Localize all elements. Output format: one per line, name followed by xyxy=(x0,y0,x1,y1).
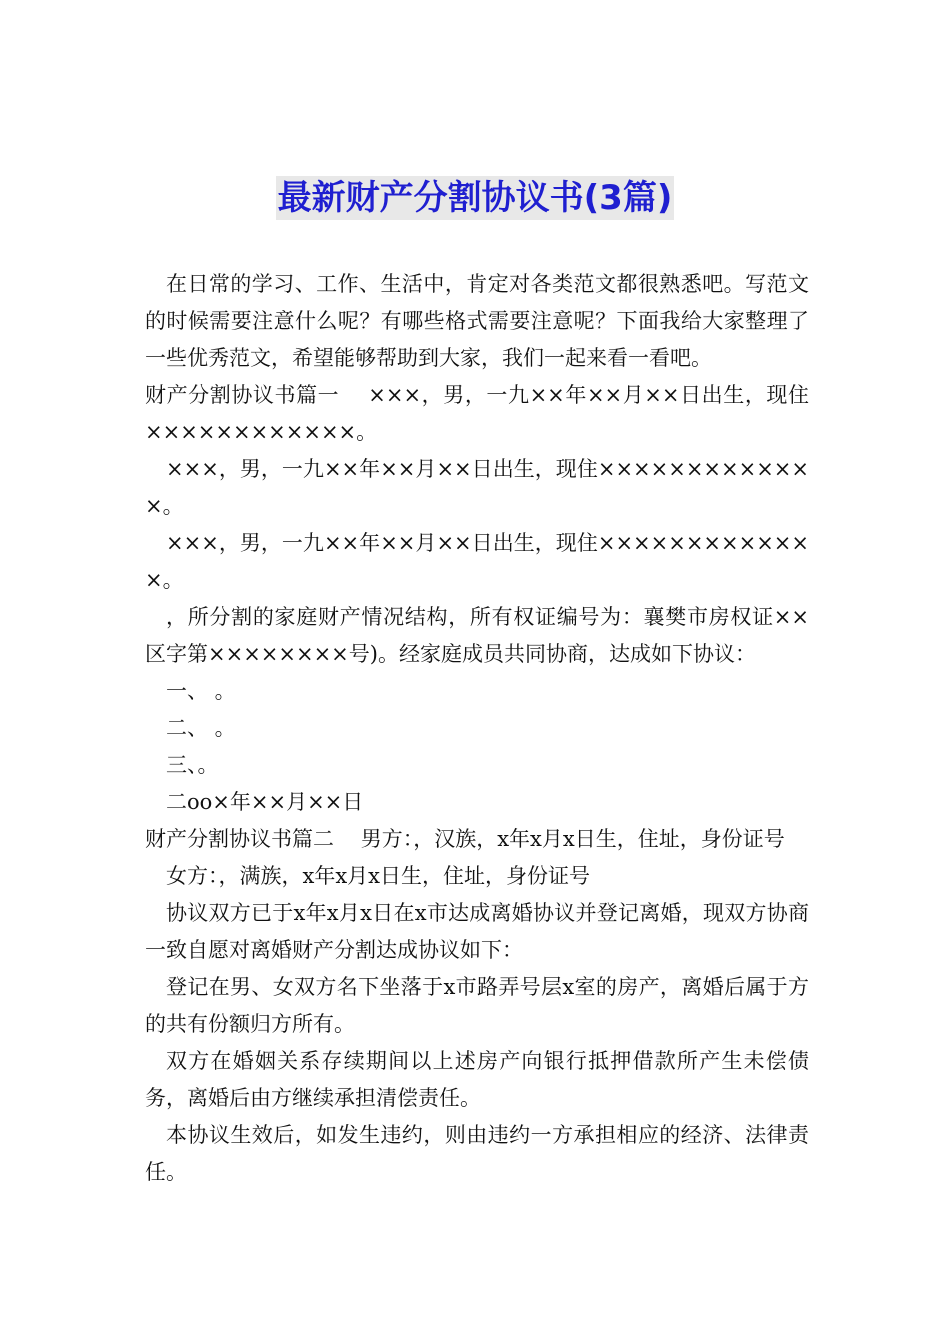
paragraph-section-two-heading: 财产分割协议书篇二 男方：，汉族，x年x月x日生，住址，身份证号 xyxy=(145,827,785,851)
paragraph-agreement: 协议双方已于x年x月x日在x市达成离婚协议并登记离婚，现双方协商一致自愿对离婚财产分割达成协议如下： xyxy=(145,901,809,962)
paragraph-female-party: 女方：，满族，x年x月x日生，住址，身份证号 xyxy=(166,864,591,888)
title-container xyxy=(0,176,950,220)
paragraph-section-one-heading: 财产分割协议书篇一 ×××，男，一九××年××月××日出生，现住××××××××××××。 xyxy=(145,383,809,444)
paragraph-date: 二oo×年××月××日 xyxy=(166,790,364,814)
paragraph-property: 登记在男、女双方名下坐落于x市路弄号层x室的房产，离婚后属于方的共有份额归方所有。 xyxy=(145,975,809,1036)
paragraph-party-3: ×××，男，一九××年××月××日出生，现住×××××××××××××。 xyxy=(145,531,809,592)
paragraph-liability: 本协议生效后，如发生违约，则由违约一方承担相应的经济、法律责任。 xyxy=(145,1123,809,1184)
paragraph-property-structure: ，所分割的家庭财产情况结构，所有权证编号为：襄樊市房权证××区字第××××××××号)。经家庭成员共同协商，达成如下协议： xyxy=(145,605,809,666)
document-body xyxy=(145,266,809,1191)
paragraph-clause-3: 三、。 xyxy=(166,753,219,777)
paragraph-debt: 双方在婚姻关系存续期间以上述房产向银行抵押借款所产生未偿债务，离婚后由方继续承担清偿责任。 xyxy=(145,1049,809,1110)
paragraph-party-2: ×××，男，一九××年××月××日出生，现住×××××××××××××。 xyxy=(145,457,809,518)
paragraph-clause-1: 一、 。 xyxy=(166,679,236,703)
document-title: 最新财产分割协议书(3篇) xyxy=(277,178,673,218)
paragraph-intro: 在日常的学习、工作、生活中，肯定对各类范文都很熟悉吧。写范文的时候需要注意什么呢？有哪些格式需要注意呢？下面我给大家整理了一些优秀范文，希望能够帮助到大家，我们一起来看一看吧。 xyxy=(145,272,809,370)
paragraph-clause-2: 二、 。 xyxy=(166,716,236,740)
